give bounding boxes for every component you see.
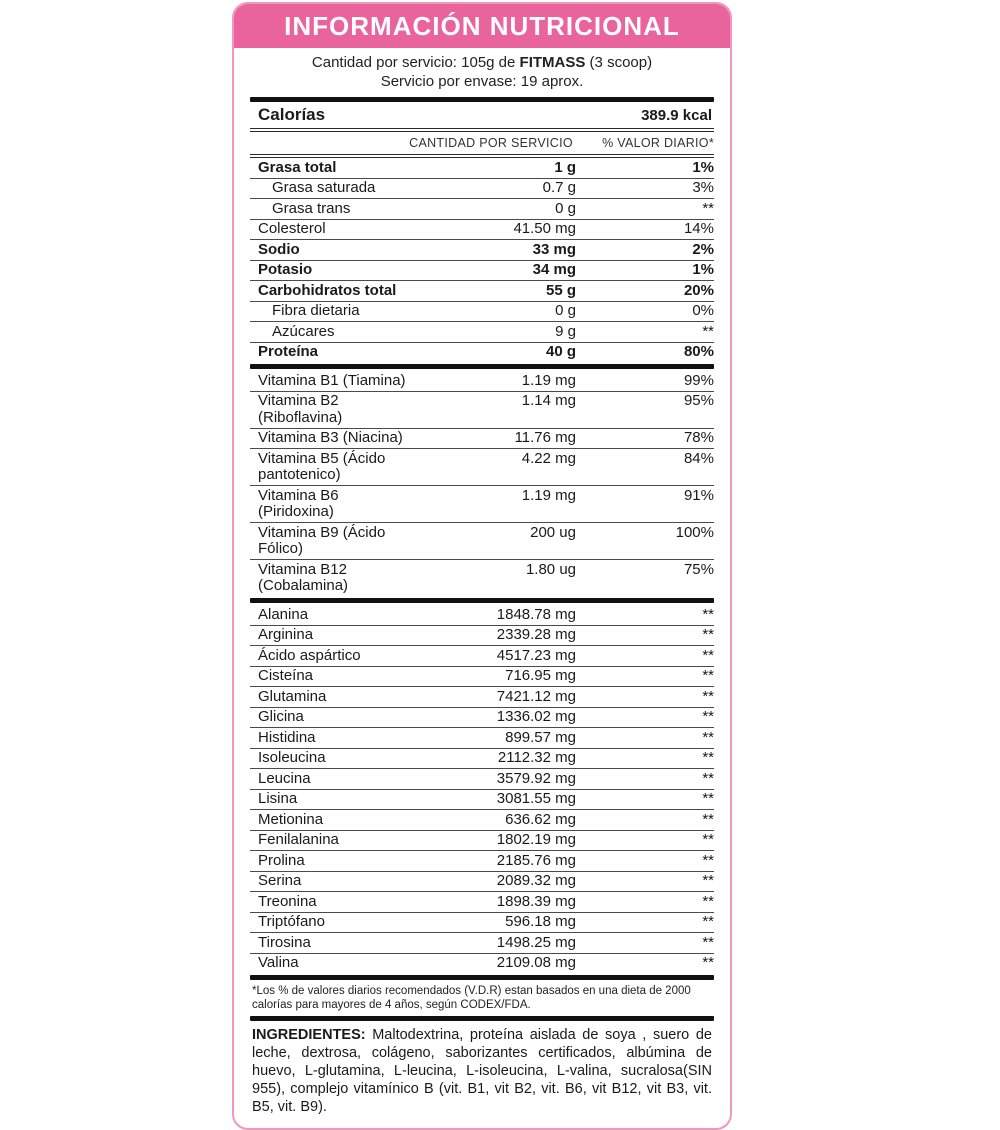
amino-acid-daily-value: ** bbox=[702, 872, 714, 889]
amino-acid-amount: 3081.55 mg bbox=[496, 790, 576, 807]
amino-acid-daily-value: ** bbox=[702, 933, 714, 951]
vitamin-row bbox=[250, 371, 714, 392]
nutrient-daily-value: ** bbox=[702, 322, 714, 340]
vitamin-daily-value: 78% bbox=[683, 429, 714, 446]
nutrient-name: Sodio bbox=[258, 240, 300, 258]
nutrient-row bbox=[250, 240, 714, 261]
ingredients-paragraph bbox=[250, 1021, 714, 1118]
vitamin-amount: 1.19 mg bbox=[521, 486, 576, 504]
nutrient-daily-value: 14% bbox=[683, 220, 714, 237]
nutrient-name: Azúcares bbox=[272, 322, 335, 340]
amino-acid-daily-value: ** bbox=[702, 708, 714, 725]
amino-acid-name: Valina bbox=[258, 954, 299, 971]
amino-acid-daily-value: ** bbox=[702, 954, 714, 971]
servings-per-container-line: Servicio por envase: 19 aprox. bbox=[380, 73, 584, 90]
amino-acid-name: Glutamina bbox=[258, 687, 327, 705]
amino-acid-amount: 1802.19 mg bbox=[496, 831, 576, 848]
amino-acid-amount: 2109.08 mg bbox=[496, 954, 576, 971]
nutrient-name: Grasa saturada bbox=[272, 179, 376, 196]
amino-acid-daily-value: ** bbox=[702, 626, 714, 643]
vitamin-amount: 1.19 mg bbox=[521, 371, 576, 389]
amino-acid-name: Lisina bbox=[258, 790, 298, 807]
column-headers bbox=[250, 132, 714, 154]
vitamin-daily-value: 75% bbox=[683, 560, 714, 578]
brand-name: FITMASS bbox=[519, 54, 586, 71]
amino-acid-name: Alanina bbox=[258, 605, 309, 623]
thick-divider bbox=[250, 975, 714, 980]
amino-acid-name: Arginina bbox=[258, 626, 314, 643]
vitamin-daily-value: 99% bbox=[683, 371, 714, 389]
label-title: INFORMACIÓN NUTRICIONAL bbox=[284, 10, 680, 41]
amino-acid-amount: 899.57 mg bbox=[505, 728, 576, 746]
amino-acid-amount: 1848.78 mg bbox=[496, 605, 576, 623]
nutrient-row bbox=[250, 343, 714, 363]
amino-acid-row bbox=[250, 790, 714, 811]
nutrient-amount: 33 mg bbox=[532, 240, 576, 258]
serving-size-prefix: Cantidad por servicio: 105g de bbox=[311, 54, 520, 71]
amino-acid-daily-value: ** bbox=[702, 892, 714, 910]
serving-info bbox=[234, 48, 730, 93]
nutrient-daily-value: 3% bbox=[692, 179, 714, 196]
calories-label: Calorías bbox=[258, 105, 326, 124]
nutrient-daily-value: 20% bbox=[683, 281, 714, 299]
amino-acid-amount: 2185.76 mg bbox=[496, 851, 576, 869]
amino-acid-amount: 2112.32 mg bbox=[497, 749, 576, 766]
amino-acid-rows bbox=[250, 605, 714, 973]
nutrient-daily-value: 0% bbox=[692, 302, 714, 319]
nutrient-name: Fibra dietaria bbox=[272, 302, 360, 319]
vitamin-amount: 200 ug bbox=[530, 523, 576, 541]
nutrient-daily-value: 2% bbox=[692, 240, 714, 258]
nutrient-name: Colesterol bbox=[258, 220, 326, 237]
amino-acid-row bbox=[250, 749, 714, 770]
nutrient-amount: 0.7 g bbox=[542, 179, 576, 196]
amino-acid-amount: 716.95 mg bbox=[505, 667, 576, 684]
vitamin-row bbox=[250, 449, 714, 486]
amino-acid-daily-value: ** bbox=[702, 605, 714, 623]
nutrient-name: Grasa total bbox=[258, 158, 337, 176]
thick-divider bbox=[250, 598, 714, 603]
amino-acid-name: Serina bbox=[258, 872, 302, 889]
amino-acid-row bbox=[250, 769, 714, 790]
serving-size-suffix: (3 scoop) bbox=[585, 54, 653, 71]
nutrient-row bbox=[250, 322, 714, 343]
nutrient-row bbox=[250, 261, 714, 282]
nutrient-amount: 0 g bbox=[555, 302, 576, 319]
amino-acid-name: Histidina bbox=[258, 728, 316, 746]
amino-acid-amount: 1336.02 mg bbox=[496, 708, 576, 725]
vitamin-daily-value: 95% bbox=[683, 392, 714, 409]
nutrition-label bbox=[232, 2, 732, 1130]
amino-acid-name: Tirosina bbox=[258, 933, 311, 951]
calories-row bbox=[250, 102, 714, 128]
nutrient-daily-value: 80% bbox=[683, 343, 714, 360]
vitamin-row bbox=[250, 486, 714, 523]
vitamin-row bbox=[250, 560, 714, 596]
nutrient-amount: 41.50 mg bbox=[513, 220, 576, 237]
amino-acid-daily-value: ** bbox=[702, 749, 714, 766]
nutrient-amount: 1 g bbox=[554, 158, 576, 176]
nutrient-row bbox=[250, 302, 714, 323]
amino-acid-amount: 2089.32 mg bbox=[496, 872, 576, 889]
amino-acid-row bbox=[250, 708, 714, 729]
nutrient-daily-value: ** bbox=[702, 199, 714, 217]
nutrient-row bbox=[250, 179, 714, 200]
vitamin-amount: 4.22 mg bbox=[521, 449, 576, 467]
nutrient-name: Carbohidratos total bbox=[258, 281, 397, 299]
nutrient-rows bbox=[250, 158, 714, 362]
vitamin-daily-value: 100% bbox=[675, 523, 714, 541]
amino-acid-amount: 7421.12 mg bbox=[496, 687, 576, 705]
amino-acid-daily-value: ** bbox=[702, 790, 714, 807]
amino-acid-row bbox=[250, 913, 714, 934]
amount-column-header: CANTIDAD POR SERVICIO bbox=[409, 136, 573, 150]
amino-acid-row bbox=[250, 728, 714, 749]
vitamin-name: Vitamina B12 (Cobalamina) bbox=[258, 560, 349, 594]
amino-acid-amount: 636.62 mg bbox=[505, 810, 576, 828]
amino-acid-daily-value: ** bbox=[702, 728, 714, 746]
nutrient-amount: 34 mg bbox=[532, 261, 576, 278]
serving-size-line bbox=[244, 53, 720, 72]
nutrient-name: Proteína bbox=[258, 343, 319, 360]
label-body bbox=[234, 97, 730, 1128]
nutrient-daily-value: 1% bbox=[692, 158, 714, 176]
amino-acid-daily-value: ** bbox=[702, 769, 714, 787]
amino-acid-row bbox=[250, 892, 714, 913]
amino-acid-name: Leucina bbox=[258, 769, 311, 787]
vitamin-name: Vitamina B2 (Riboflavina) bbox=[258, 392, 343, 426]
amino-acid-row bbox=[250, 851, 714, 872]
amino-acid-amount: 3579.92 mg bbox=[496, 769, 576, 787]
amino-acid-row bbox=[250, 687, 714, 708]
amino-acid-row bbox=[250, 626, 714, 647]
vitamin-daily-value: 84% bbox=[683, 449, 714, 467]
amino-acid-row bbox=[250, 667, 714, 688]
amino-acid-name: Fenilalanina bbox=[258, 831, 339, 848]
daily-value-footnote: *Los % de valores diarios recomendados (V.D.R) estan basados en una dieta de 2000 calorías para mayores de 4 años, según CODEX/FDA. bbox=[252, 985, 691, 1011]
nutrient-row bbox=[250, 220, 714, 241]
amino-acid-daily-value: ** bbox=[702, 646, 714, 664]
amino-acid-daily-value: ** bbox=[702, 831, 714, 848]
amino-acid-daily-value: ** bbox=[702, 687, 714, 705]
vitamin-name: Vitamina B1 (Tiamina) bbox=[258, 371, 406, 389]
amino-acid-name: Metionina bbox=[258, 810, 324, 828]
nutrient-name: Potasio bbox=[258, 261, 313, 278]
ingredients-label: INGREDIENTES: bbox=[252, 1027, 366, 1043]
amino-acid-amount: 1898.39 mg bbox=[496, 892, 576, 910]
nutrient-name: Grasa trans bbox=[272, 199, 351, 217]
amino-acid-name: Isoleucina bbox=[258, 749, 326, 766]
nutrient-row bbox=[250, 199, 714, 220]
amino-acid-amount: 4517.23 mg bbox=[496, 646, 576, 664]
calories-value: 389.9 kcal bbox=[641, 107, 712, 124]
nutrient-row bbox=[250, 158, 714, 179]
vitamin-amount: 1.14 mg bbox=[521, 392, 576, 409]
amino-acid-name: Prolina bbox=[258, 851, 305, 869]
vitamin-amount: 1.80 ug bbox=[525, 560, 576, 578]
amino-acid-name: Triptófano bbox=[258, 913, 325, 930]
amino-acid-row bbox=[250, 872, 714, 893]
vitamin-name: Vitamina B3 (Niacina) bbox=[258, 429, 403, 446]
nutrient-amount: 0 g bbox=[555, 199, 576, 217]
nutrient-row bbox=[250, 281, 714, 302]
vitamin-row bbox=[250, 429, 714, 450]
amino-acid-daily-value: ** bbox=[702, 810, 714, 828]
amino-acid-row bbox=[250, 831, 714, 852]
ingredients-text: Maltodextrina, proteína aislada de soya , suero de leche, dextrosa, colágeno, saborizantes certificados, albúmina de huevo, L-glutamina, L-leucina, L-isoleucina, L-valina, sucralosa(SIN 955), complejo vitamínico B (vit. B1, vit B2, vit. B6, vit B12, vit B3, vit. B5, vit. B9). bbox=[252, 1027, 712, 1115]
amino-acid-amount: 1498.25 mg bbox=[496, 933, 576, 951]
amino-acid-amount: 596.18 mg bbox=[505, 913, 576, 930]
vitamin-amount: 11.76 mg bbox=[514, 429, 576, 446]
nutrient-amount: 40 g bbox=[545, 343, 576, 360]
vitamin-daily-value: 91% bbox=[683, 486, 714, 504]
amino-acid-name: Cisteína bbox=[258, 667, 314, 684]
amino-acid-row bbox=[250, 810, 714, 831]
thick-divider bbox=[250, 364, 714, 369]
amino-acid-row bbox=[250, 605, 714, 626]
amino-acid-row bbox=[250, 646, 714, 667]
dv-column-header: % VALOR DIARIO* bbox=[602, 136, 714, 150]
amino-acid-daily-value: ** bbox=[702, 667, 714, 684]
amino-acid-name: Treonina bbox=[258, 892, 317, 910]
amino-acid-name: Ácido aspártico bbox=[258, 646, 361, 664]
vitamin-name: Vitamina B5 (Ácido pantotenico) bbox=[258, 449, 386, 483]
nutrient-daily-value: 1% bbox=[692, 261, 714, 278]
amino-acid-amount: 2339.28 mg bbox=[496, 626, 576, 643]
vitamin-row bbox=[250, 523, 714, 560]
vitamin-row bbox=[250, 392, 714, 429]
amino-acid-daily-value: ** bbox=[702, 913, 714, 930]
vitamin-name: Vitamina B6 (Piridoxina) bbox=[258, 486, 339, 520]
title-band bbox=[234, 4, 730, 48]
nutrient-amount: 55 g bbox=[545, 281, 576, 299]
vitamin-name: Vitamina B9 (Ácido Fólico) bbox=[258, 523, 386, 557]
vitamin-rows bbox=[250, 371, 714, 596]
nutrient-amount: 9 g bbox=[555, 322, 576, 340]
amino-acid-daily-value: ** bbox=[702, 851, 714, 869]
amino-acid-name: Glicina bbox=[258, 708, 304, 725]
amino-acid-row bbox=[250, 954, 714, 974]
amino-acid-row bbox=[250, 933, 714, 954]
